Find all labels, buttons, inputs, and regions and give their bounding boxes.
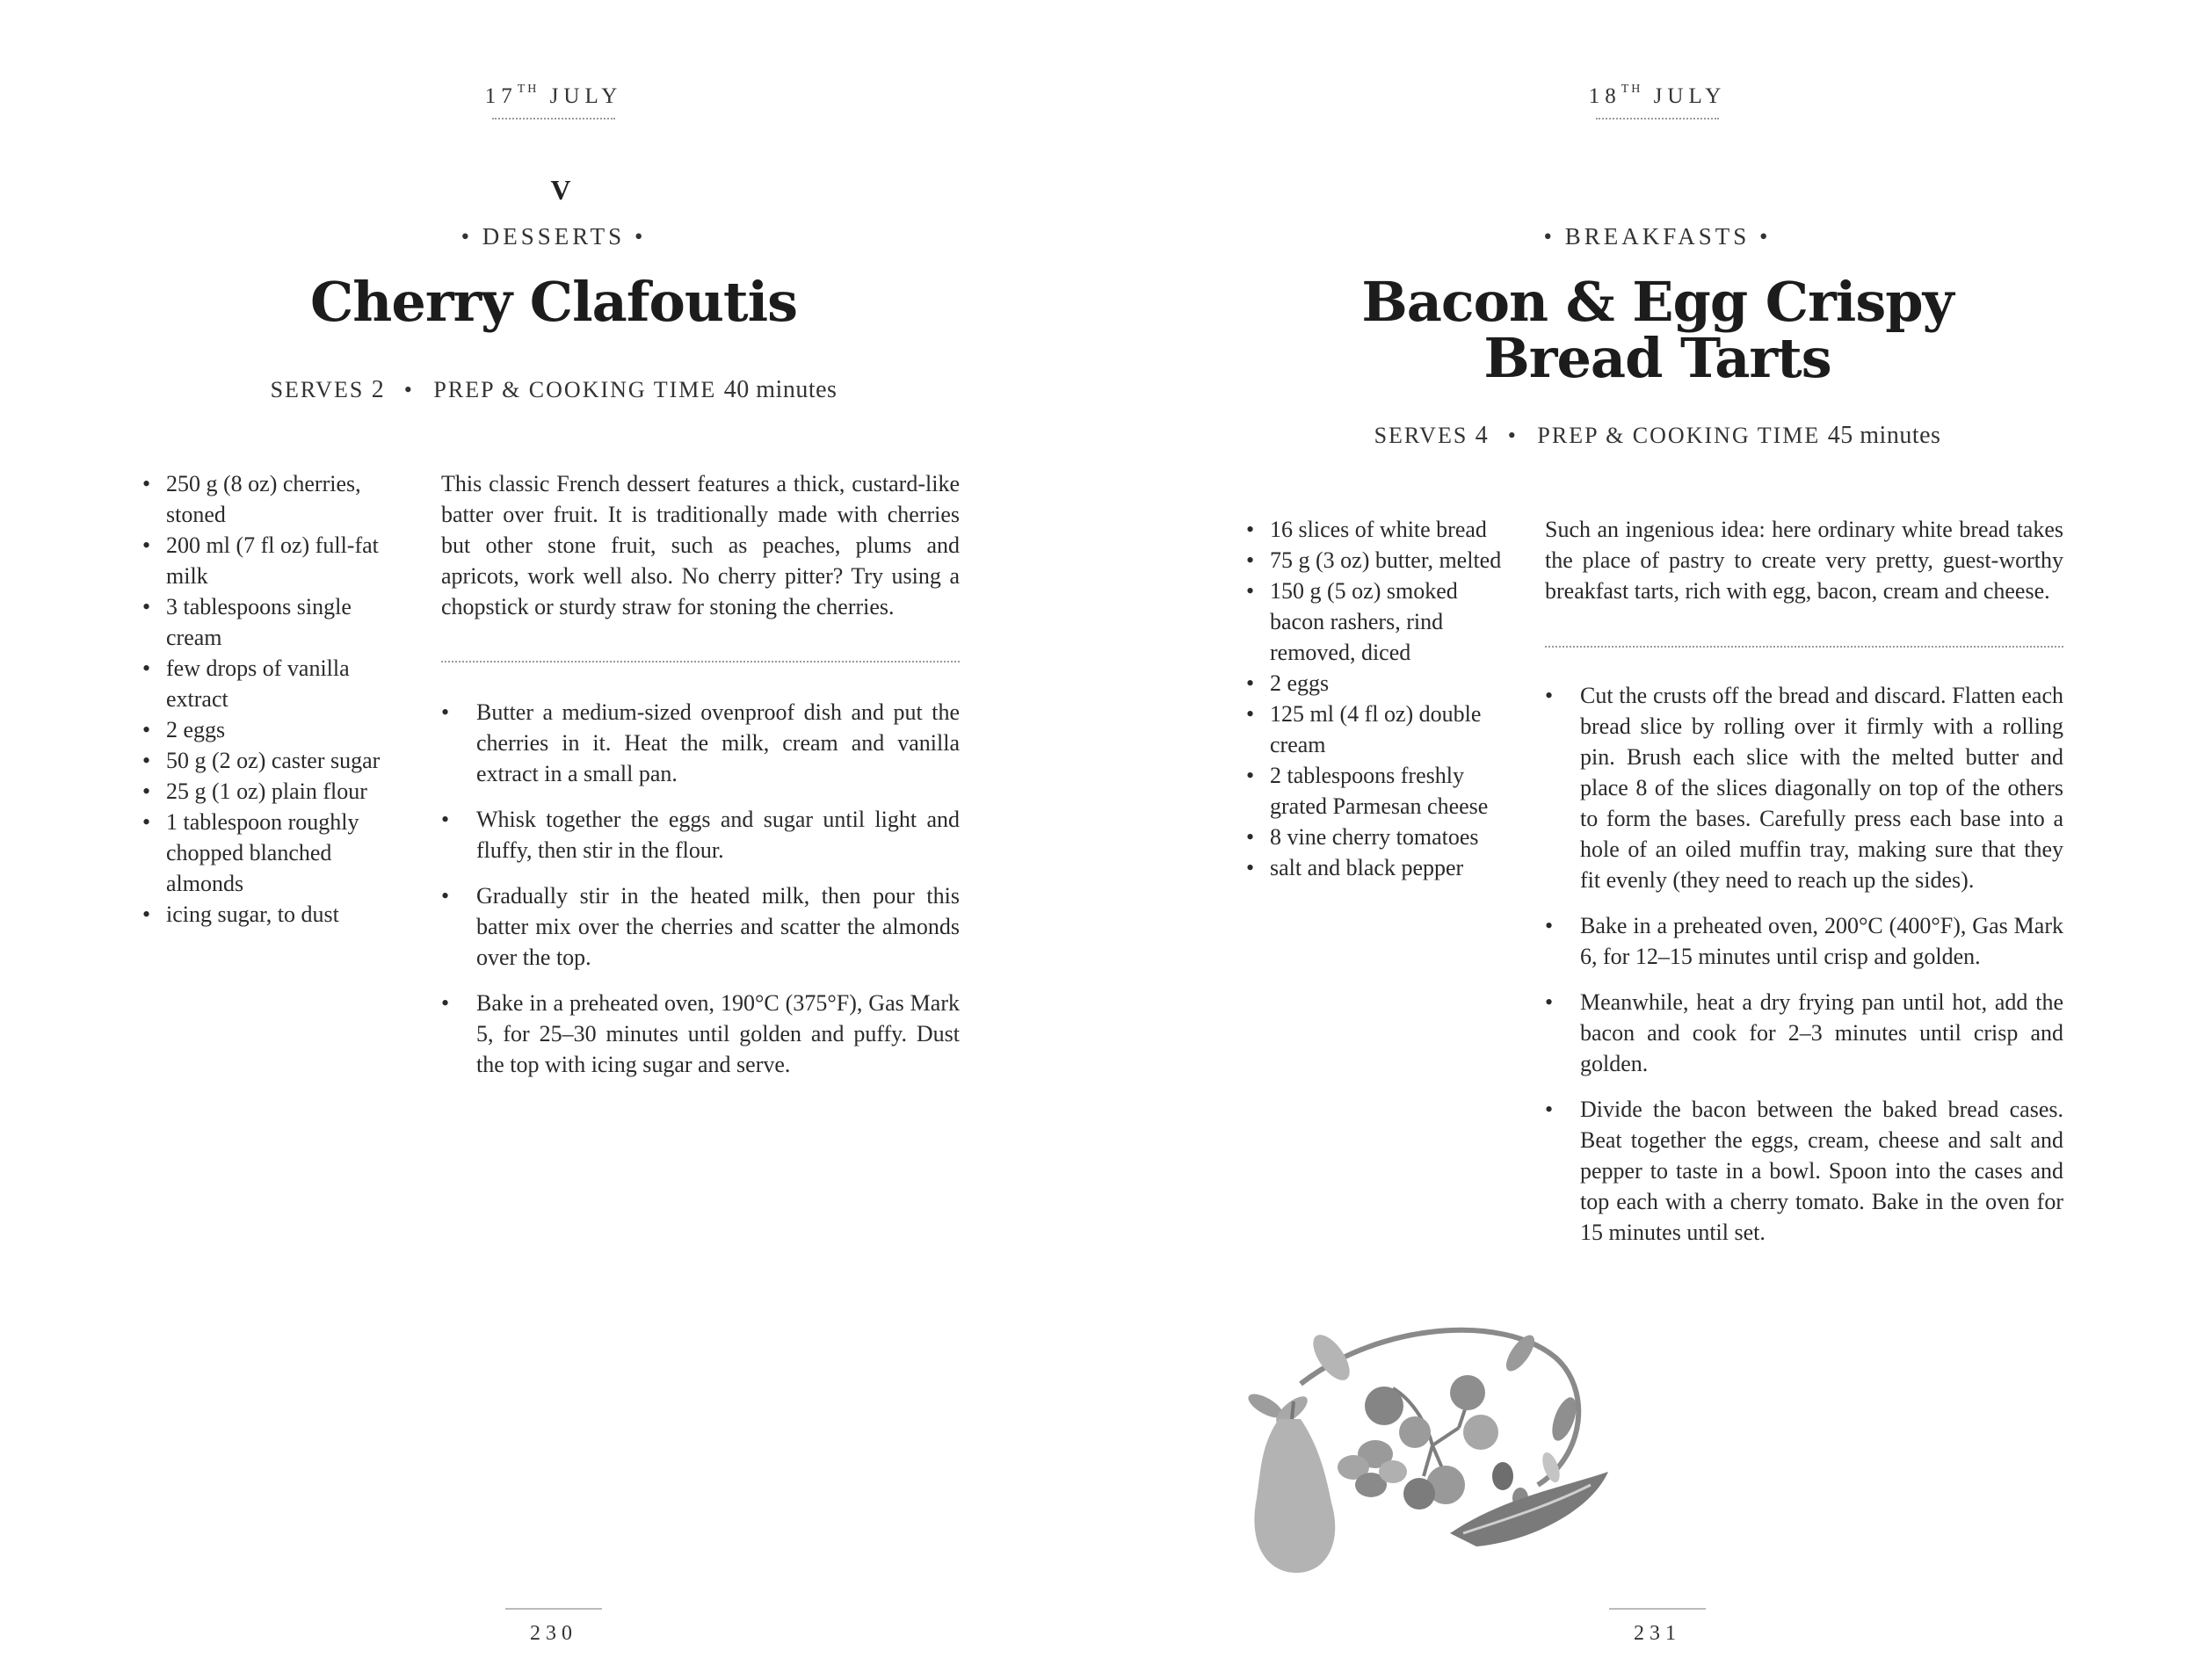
method-list xyxy=(441,697,960,1095)
ingredient-item: • salt and black pepper xyxy=(1246,852,1510,883)
section-divider xyxy=(441,661,960,663)
ingredients-list xyxy=(1246,514,1510,883)
recipe-meta xyxy=(1306,422,2009,450)
method-step: • Whisk together the eggs and sugar until light and fluffy, then stir in the flour. xyxy=(441,804,960,865)
ingredient-item: • 250 g (8 oz) cherries, stoned xyxy=(142,468,406,530)
ingredient-item: • icing sugar, to dust xyxy=(142,899,406,930)
ingredient-item: • 2 eggs xyxy=(142,714,406,745)
recipe-title-line: Bread Tarts xyxy=(1483,326,1831,390)
ingredient-item: • few drops of vanilla extract xyxy=(142,653,406,714)
bean xyxy=(1492,1462,1513,1490)
left-page xyxy=(0,0,1098,1680)
pear xyxy=(1254,1419,1335,1573)
ingredient-item: • 200 ml (7 fl oz) full-fat milk xyxy=(142,530,406,591)
method-step: • Bake in a preheated oven, 200°C (400°F), Gas Mark 6, for 12–15 minutes until crisp and golden. xyxy=(1545,910,2063,972)
method-step: • Cut the crusts off the bread and discard. Flatten each bread slice by rolling over it firmly with a rolling pin. Brush each slice with the melted butter and place 8 of the slices diagonally on top of the others to form the bases. Carefully press each base into a hole of an oiled muffin tray, making sure that they fit evenly (they need to reach up the sides). xyxy=(1545,680,2063,895)
ingredient-item: • 125 ml (4 fl oz) double cream xyxy=(1246,699,1510,760)
method-step: • Meanwhile, heat a dry frying pan until hot, add the bacon and cook for 2–3 minutes until crisp and golden. xyxy=(1545,987,2063,1079)
ingredient-item: • 3 tablespoons single cream xyxy=(142,591,406,653)
method-step: • Bake in a preheated oven, 190°C (375°F), Gas Mark 5, for 25–30 minutes until golden and puffy. Dust the top with icing sugar and serve. xyxy=(441,988,960,1080)
recipe-category: • DESSERTS • xyxy=(460,223,647,250)
ingredient-item: • 1 tablespoon roughly chopped blanched almonds xyxy=(142,807,406,899)
ingredients-list xyxy=(142,468,406,930)
ingredient-item: • 50 g (2 oz) caster sugar xyxy=(142,745,406,776)
recipe-title: Cherry Clafoutis xyxy=(309,270,798,334)
time-label: PREP & COOKING TIME xyxy=(433,377,717,402)
recipe-meta xyxy=(202,376,905,404)
ingredient-item: • 150 g (5 oz) smoked bacon rashers, rind removed, diced xyxy=(1246,576,1510,668)
date-header xyxy=(1526,84,1789,109)
chapter-number: V xyxy=(550,174,571,206)
time-value: 40 minutes xyxy=(723,376,837,403)
time-value: 45 minutes xyxy=(1827,422,1941,449)
ingredient-item: • 2 eggs xyxy=(1246,668,1510,699)
cherry-tomato xyxy=(1463,1415,1498,1450)
page-number: 231 xyxy=(1634,1622,1681,1645)
fruit-illustration xyxy=(1239,1322,1714,1612)
date-header xyxy=(422,84,685,109)
date-suffix: TH xyxy=(1621,82,1643,96)
cherry-tomato xyxy=(1403,1478,1435,1510)
date-day: 17 xyxy=(484,84,518,108)
ingredient-item: • 2 tablespoons freshly grated Parmesan cheese xyxy=(1246,760,1510,822)
ingredient-item: • 16 slices of white bread xyxy=(1246,514,1510,545)
right-page xyxy=(1098,0,2197,1680)
meta-separator: • xyxy=(403,377,414,402)
date-day: 18 xyxy=(1588,84,1621,108)
serves-label: SERVES xyxy=(1374,423,1468,448)
date-month: JULY xyxy=(1653,84,1727,108)
cherry-tomato xyxy=(1365,1387,1403,1425)
recipe-intro: This classic French dessert features a thick, custard-like batter over fruit. It is traditionally made with cherries but other stone fruit, such as peaches, plums and apricots, work well also. No cherry pitter? Try using a chopstick or sturdy straw for stoning the cherries. xyxy=(441,471,960,619)
time-label: PREP & COOKING TIME xyxy=(1537,423,1821,448)
pear-stem xyxy=(1292,1401,1294,1419)
serves-value: 4 xyxy=(1475,422,1489,449)
serves-value: 2 xyxy=(371,376,385,403)
method-step: • Divide the bacon between the baked bread cases. Beat together the eggs, cream, cheese and salt and pepper to taste in a bowl. Spoon into the cases and top each with a cherry tomato. Bake in the oven for 15 minutes until set. xyxy=(1545,1094,2063,1248)
page-number: 230 xyxy=(530,1622,577,1645)
ingredient-item: • 8 vine cherry tomatoes xyxy=(1246,822,1510,852)
ingredient-item: • 25 g (1 oz) plain flour xyxy=(142,776,406,807)
date-month: JULY xyxy=(549,84,623,108)
section-divider xyxy=(1545,646,2063,648)
cherry-tomato xyxy=(1399,1416,1431,1448)
meta-separator: • xyxy=(1507,423,1518,448)
date-underline xyxy=(1596,118,1719,119)
recipe-title xyxy=(1306,270,2009,390)
method-step: • Butter a medium-sized ovenproof dish and put the cherries in it. Heat the milk, cream and vanilla extract in a small pan. xyxy=(441,697,960,789)
serves-label: SERVES xyxy=(270,377,365,402)
recipe-category: • BREAKFASTS • xyxy=(1543,223,1772,250)
cherry-tomato xyxy=(1450,1375,1485,1410)
date-suffix: TH xyxy=(517,82,540,96)
recipe-intro: Such an ingenious idea: here ordinary white bread takes the place of pastry to create very pretty, guest-worthy breakfast tarts, rich with egg, bacon, cream and cheese. xyxy=(1545,517,2063,604)
ingredient-item: • 75 g (3 oz) butter, melted xyxy=(1246,545,1510,576)
pea-pod xyxy=(1450,1472,1608,1546)
method-step: • Gradually stir in the heated milk, then pour this batter mix over the cherries and scatter the almonds over the top. xyxy=(441,880,960,973)
page-number-rule xyxy=(505,1608,602,1610)
recipe-title-line: Bacon & Egg Crispy xyxy=(1361,270,1954,334)
date-underline xyxy=(492,118,615,119)
method-list xyxy=(1545,680,2063,1263)
olive xyxy=(1379,1460,1407,1483)
page-number-rule xyxy=(1609,1608,1706,1610)
